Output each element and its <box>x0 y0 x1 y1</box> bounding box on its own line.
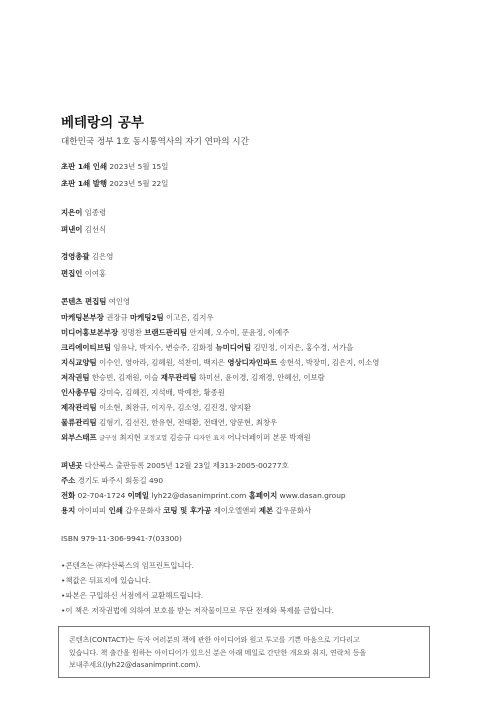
logistics-label: 물류관리팀 <box>61 418 97 427</box>
creative-label-2: 뉴미디어팀 <box>215 343 252 352</box>
paper-value-3: 제이오엘앤피 <box>213 506 257 515</box>
contents-editor-value: 여인영 <box>108 297 131 306</box>
email-value: lyh22@dasanimprint.com <box>151 491 247 500</box>
paper-label-4: 제본 <box>258 506 274 515</box>
creative-label-1: 크리에이티브팀 <box>61 343 111 352</box>
media-label-1: 미디어홍보본부장 <box>61 328 119 337</box>
education-value-1: 이수인, 염아라, 김혜원, 석찬미, 백지은 <box>99 358 225 367</box>
staff-label: 외부스태프 <box>61 433 97 442</box>
print-date-1-label: 초판 1쇄 인쇄 <box>61 162 107 171</box>
marketing-value-1: 권장규 <box>106 313 128 322</box>
print-date-2-value: 2023년 5월 22일 <box>109 179 169 188</box>
credit-media <box>61 328 289 338</box>
publisher-label: 펴낸이 <box>61 225 83 234</box>
marketing-label-2: 마케팅2팀 <box>129 313 164 322</box>
marketing-label-1: 마케팅본부장 <box>61 313 104 322</box>
hr-value: 강미숙, 김혜진, 지석배, 박예찬, 황종원 <box>99 388 225 397</box>
company-value: 다산북스 출판등록 2005년 12월 23일 제313-2005-00277호 <box>84 461 289 470</box>
print-date-2 <box>61 179 168 189</box>
production-value: 이소현, 최완규, 이지우, 김소영, 김진경, 양지환 <box>99 403 252 412</box>
web-label: 홈페이지 <box>248 491 278 500</box>
paper-value-4: 갑우문화사 <box>275 506 312 515</box>
editor-value: 이여홍 <box>84 269 107 278</box>
education-label-2: 영상디자인파트 <box>227 358 278 367</box>
ceo-value: 김은영 <box>91 252 114 261</box>
staff-role-3: 디자인 표지 <box>193 435 226 442</box>
author-value: 임종령 <box>84 208 107 217</box>
address-value: 경기도 파주시 회동길 490 <box>77 476 164 485</box>
notice-2: •책값은 뒤표지에 있습니다. <box>61 576 151 585</box>
credit-ceo <box>61 252 113 262</box>
tel-label: 전화 <box>61 491 76 500</box>
info-contact <box>61 491 346 501</box>
staff-role-2: 교정교열 <box>143 435 168 442</box>
marketing-value-2: 이고은, 김지우 <box>166 313 214 322</box>
credit-creative <box>61 343 353 353</box>
note-line-3: 보내주세요(lyh22@dasanimprint.com). <box>69 661 201 669</box>
paper-label-2: 인쇄 <box>108 506 123 515</box>
info-paper <box>61 506 311 516</box>
staff-value-1: 최지현 <box>119 433 141 442</box>
production-label: 제작관리팀 <box>61 403 97 412</box>
paper-value-2: 갑우문화사 <box>125 506 161 515</box>
creative-value-1: 임유나, 박지수, 변승주, 김화정 <box>113 343 214 352</box>
media-value-1: 정명찬 <box>120 328 142 337</box>
credit-education <box>61 358 379 368</box>
notice-3: •파본은 구입하신 서점에서 교환해드립니다. <box>61 591 204 600</box>
credit-hr <box>61 388 225 398</box>
education-value-2: 송현석, 박장미, 김은지, 이소영 <box>279 358 380 367</box>
credit-production <box>61 403 251 413</box>
contents-editor-label: 콘텐츠 편집팀 <box>61 297 107 306</box>
credit-rights <box>61 373 325 383</box>
rights-label-2: 재무관리팀 <box>160 373 197 382</box>
ceo-label: 경영총괄 <box>61 252 90 261</box>
media-value-2: 안지혜, 오수미, 문윤정, 이예주 <box>189 328 290 337</box>
note-line-2: 있습니다. 책 출간을 원하는 아이디어가 있으신 분은 아래 메일로 간단한 개요와 취지, 연락처 등을 <box>69 648 367 657</box>
notice-4: •이 책은 저작권법에 의하여 보호를 받는 저작물이므로 무단 전재와 복제를 금합니다. <box>61 606 334 615</box>
book-subtitle: 대한민국 정부 1호 동시통역사의 자기 연마의 시간 <box>61 137 249 147</box>
author-label: 지은이 <box>61 208 83 217</box>
editor-label: 편집인 <box>61 269 83 278</box>
credit-author <box>61 208 106 218</box>
staff-value-2: 김승규 <box>169 433 191 442</box>
note-line-1: 콘텐츠(CONTACT)는 독자 여러분의 책에 관한 아이디어와 원고 투고를 기쁜 마음으로 기다리고 <box>69 636 360 644</box>
info-company <box>61 461 289 471</box>
logistics-value: 김형기, 김선진, 한유현, 전태환, 전태연, 양문현, 최창우 <box>99 418 278 427</box>
credit-marketing <box>61 313 214 323</box>
company-label: 펴낸곳 <box>61 461 83 470</box>
print-date-2-label: 초판 1쇄 발행 <box>61 179 107 188</box>
info-address <box>61 476 163 486</box>
education-label-1: 지식교양팀 <box>61 358 97 367</box>
hr-label: 인사총무팀 <box>61 388 97 397</box>
rights-value-1: 한승빈, 김재원, 이슬 <box>91 373 159 382</box>
web-value: www.dasan.group <box>279 491 346 500</box>
print-date-1-value: 2023년 5월 15일 <box>109 162 169 171</box>
staff-role-1: 글구성 <box>99 435 117 442</box>
tel-value: 02-704-1724 <box>77 491 126 500</box>
credit-editor <box>61 269 106 279</box>
submission-note-box <box>58 626 430 678</box>
credit-staff <box>61 433 311 444</box>
isbn: ISBN 979-11-306-9941-7(03300) <box>61 534 182 543</box>
creative-value-2: 김민정, 이지은, 홍수경, 서가을 <box>253 343 354 352</box>
rights-value-2: 하미선, 윤이경, 김재경, 안혜선, 이보람 <box>198 373 325 382</box>
print-date-1 <box>61 162 168 172</box>
paper-label-3: 코팅 및 후가공 <box>163 506 212 515</box>
rights-label-1: 저작권팀 <box>61 373 90 382</box>
book-title: 베테랑의 공부 <box>61 115 144 131</box>
media-label-2: 브랜드관리팀 <box>144 328 188 337</box>
paper-label-1: 용지 <box>61 506 76 515</box>
publisher-value: 김선식 <box>84 225 107 234</box>
staff-value-3: 어나더페이퍼 본문 박재원 <box>227 433 311 442</box>
credit-logistics <box>61 418 277 428</box>
address-label: 주소 <box>61 476 76 485</box>
paper-value-1: 아이피피 <box>77 506 107 515</box>
credit-contents-editor <box>61 297 130 307</box>
credit-publisher <box>61 225 106 235</box>
email-label: 이메일 <box>127 491 150 500</box>
notice-1: •콘텐츠는 ㈜다산북스의 임프린트입니다. <box>61 561 195 570</box>
